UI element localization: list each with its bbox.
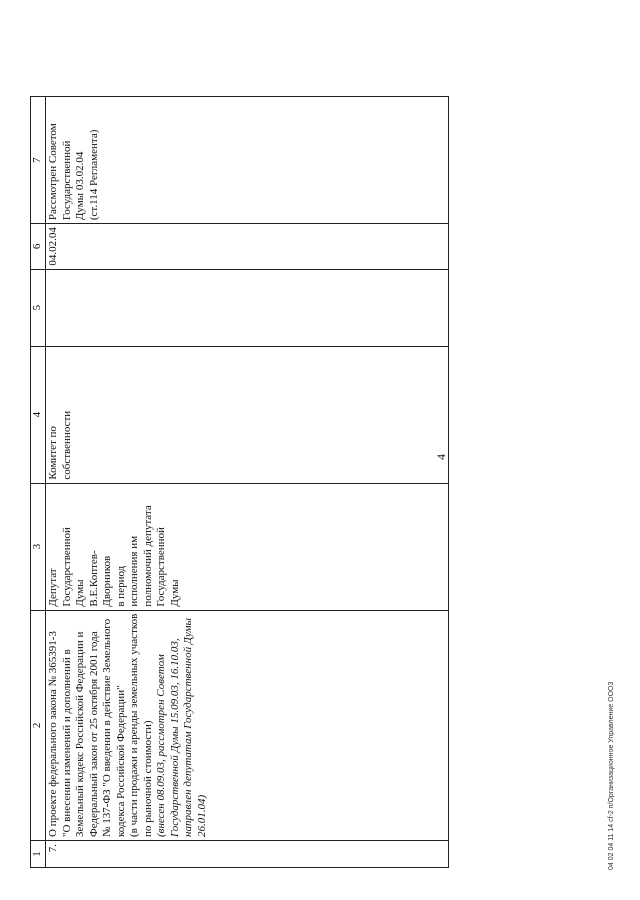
bill-title-cell (46, 610, 211, 840)
author-line: В.Е.Коптев- (87, 550, 100, 607)
committee (47, 350, 74, 480)
bill-title-line: О проекте федерального закона № 365391-3 (47, 631, 59, 837)
status-line: Рассмотрен Советом (47, 123, 59, 221)
status-line: (ст.114 Регламента) (87, 129, 100, 221)
author-line: Думы (74, 579, 86, 607)
header-col-4: 4 (31, 346, 46, 483)
header-col-7: 7 (31, 97, 46, 224)
author-cell (46, 483, 211, 610)
author-line: Дворников (101, 555, 113, 607)
bills-table (30, 96, 449, 868)
bill-title-line: № 137-ФЗ "О введении в действие Земельного (101, 618, 113, 837)
bill-title-line: "О внесении изменений и дополнений в (60, 649, 73, 837)
table-header-row (31, 97, 46, 868)
table-spacer-row (210, 97, 449, 868)
header-col-5: 5 (31, 269, 46, 346)
status (47, 100, 101, 220)
page-footer: 04 02 04 11 14 cf-2 п/Организационное Управление ООО3 (608, 681, 615, 870)
bill-title-line: по рыночной стоимости) (141, 720, 154, 837)
header-col-1: 1 (31, 841, 46, 868)
item-number: 7. (47, 844, 59, 853)
header-col-6: 6 (31, 224, 46, 270)
author-line: полномочий депутата (141, 505, 154, 607)
date-cell (46, 224, 211, 270)
author-line: исполнения им (128, 535, 140, 607)
committee-line: Комитет по (47, 426, 59, 480)
item-number-cell (46, 841, 211, 868)
author-line: Депутат (47, 568, 59, 607)
bill-note-line: Государственной Думы 15.09.03, 16.10.03, (168, 638, 181, 837)
committee-cell (46, 346, 211, 483)
bill-title (47, 614, 209, 837)
date: 04.02.04 (47, 227, 59, 266)
status-line: Государственной (60, 140, 73, 221)
page-number: 4 (434, 454, 448, 460)
bill-note-line: (внесен 08.09.03, рассмотрен Советом (155, 654, 167, 837)
header-col-2: 2 (31, 610, 46, 840)
header-col-3: 3 (31, 483, 46, 610)
bill-note-line: направлен депутатам Государственной Думы (182, 618, 194, 837)
bill-title-line: Земельный кодекс Российской Федерации и (74, 631, 86, 837)
author-line: Государственной (60, 527, 73, 607)
bill-title-line: (в части продажи и аренды земельных участков (128, 613, 140, 837)
bill-title-line: Федеральный закон от 25 октября 2001 года (87, 631, 100, 837)
bill-note-line: 26.01.04) (195, 794, 208, 837)
col5-cell (46, 269, 211, 346)
status-line: Думы 03.02.04 (74, 151, 86, 221)
bill-title-line: кодекса Российской Федерации" (114, 685, 127, 837)
committee-line: собственности (60, 410, 73, 480)
author-line: в период (114, 565, 127, 607)
table-row (46, 97, 211, 868)
status-cell (46, 97, 211, 224)
author-line: Государственной (155, 527, 167, 607)
author (47, 487, 182, 607)
author-line: Думы (168, 579, 181, 607)
